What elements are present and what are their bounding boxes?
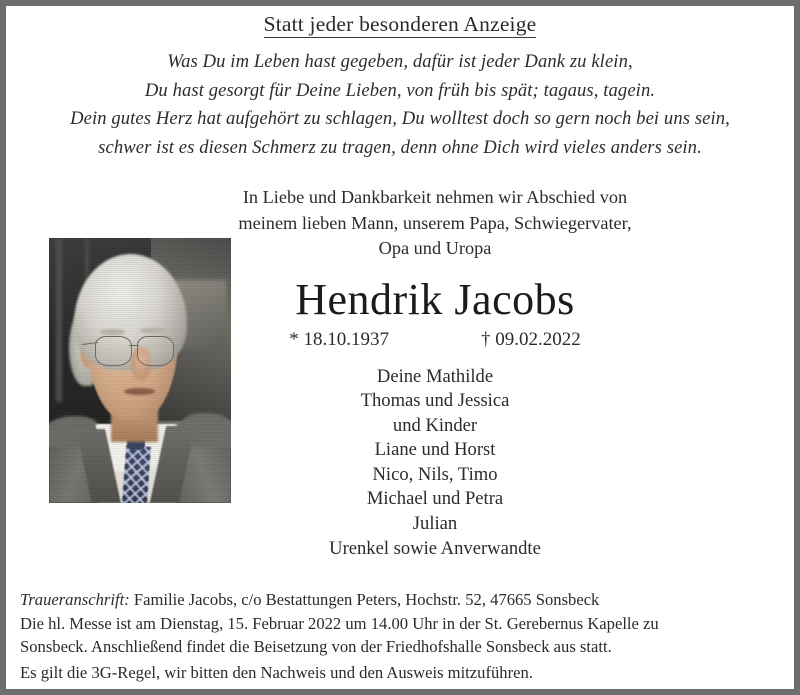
- portrait-photo-image: [49, 238, 231, 503]
- eyeglasses-lens-right: [137, 336, 174, 366]
- deceased-name: Hendrik Jacobs: [295, 274, 575, 324]
- poem-line: Dein gutes Herz hat aufgehört zu schlagen, Du wolltest doch so gern noch bei uns sein,: [70, 108, 730, 129]
- survivor-line: Julian: [412, 513, 458, 535]
- mourning-address-value: Familie Jacobs, c/o Bestattungen Peters, Hochstr. 52, 47665 Sonsbeck: [129, 590, 600, 609]
- poem-line: schwer ist es diesen Schmerz zu tragen, denn ohne Dich wird vieles anders sein.: [98, 136, 702, 158]
- survivor-line: Michael und Petra: [366, 488, 504, 510]
- birth-date: * 18.10.1937: [289, 328, 389, 350]
- eyeglasses-lens-left: [95, 336, 132, 366]
- dedication-line: Opa und Uropa: [378, 238, 492, 258]
- necktie: [122, 445, 151, 503]
- service-info-line: Sonsbeck. Anschließend findet die Beisetzung von der Friedhofshalle Sonsbeck aus statt.: [20, 637, 612, 656]
- dedication-line: In Liebe und Dankbarkeit nehmen wir Abschied von: [242, 187, 628, 207]
- mouth: [124, 388, 155, 395]
- covid-rule-line: Es gilt die 3G-Regel, wir bitten den Nachweis und den Ausweis mitzuführen.: [20, 662, 533, 682]
- eyeglasses-bridge: [129, 345, 138, 346]
- mourning-address-label: Traueranschrift:: [20, 590, 130, 609]
- photo-background-stripe: [56, 238, 61, 402]
- dedication-line: meinem lieben Mann, unserem Papa, Schwiegervater,: [238, 212, 632, 233]
- notice-heading-text: Statt jeder besonderen Anzeige: [263, 12, 537, 36]
- notice-footer: [20, 588, 784, 684]
- death-date: † 09.02.2022: [481, 328, 581, 350]
- memorial-poem: [6, 48, 794, 162]
- survivor-line: Liane und Horst: [374, 439, 496, 461]
- survivor-line: Thomas und Jessica: [360, 390, 510, 412]
- poem-line: Was Du im Leben hast gegeben, dafür ist jeder Dank zu klein,: [167, 51, 633, 72]
- mourning-address: [20, 588, 784, 612]
- notice-heading: [6, 6, 794, 37]
- survivor-line: Urenkel sowie Anverwandte: [329, 537, 541, 559]
- survivor-line: Deine Mathilde: [376, 365, 494, 387]
- eyebrow-left: [100, 329, 125, 334]
- survivor-line: und Kinder: [392, 414, 478, 436]
- notice-inner: [6, 6, 794, 689]
- service-info-line: Die hl. Messe ist am Dienstag, 15. Februar 2022 um 14.00 Uhr in der St. Gerebernus Kapelle zu: [20, 613, 659, 633]
- poem-line: Du hast gesorgt für Deine Lieben, von früh bis spät; tagaus, tagein.: [144, 79, 656, 101]
- portrait-photo: [49, 238, 231, 503]
- survivor-line: Nico, Nils, Timo: [372, 463, 498, 485]
